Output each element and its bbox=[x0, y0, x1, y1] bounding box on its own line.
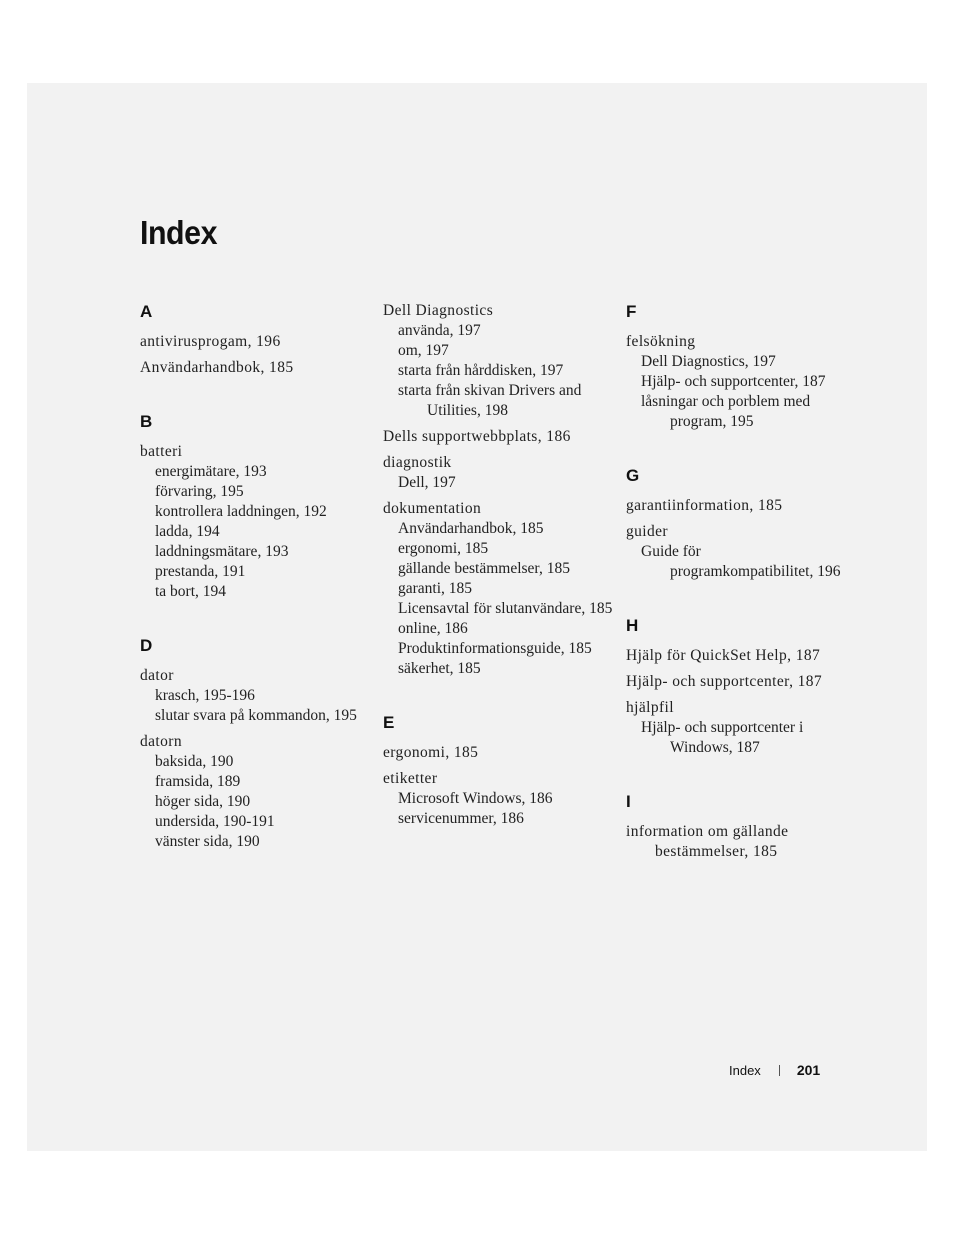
index-entry bbox=[383, 301, 615, 421]
index-entry bbox=[626, 822, 848, 862]
index-term: ergonomi, 185 bbox=[383, 744, 479, 761]
index-section bbox=[140, 301, 372, 378]
section-letter: B bbox=[140, 412, 153, 431]
index-entry bbox=[140, 732, 372, 852]
index-subentry: Produktinformationsguide, 185 bbox=[398, 640, 592, 657]
index-subentry: krasch, 195-196 bbox=[155, 687, 255, 704]
section-letter: I bbox=[626, 792, 631, 811]
index-subentry: ergonomi, 185 bbox=[398, 540, 489, 557]
index-term: dator bbox=[140, 667, 174, 684]
section-letter: F bbox=[626, 302, 637, 321]
index-entry bbox=[626, 698, 848, 758]
section-letter: A bbox=[140, 302, 153, 321]
index-subentry: Hjälp- och supportcenter i Windows, 187 bbox=[641, 719, 804, 756]
index-entry bbox=[383, 769, 615, 829]
index-subentry: Guide för programkompatibilitet, 196 bbox=[641, 543, 841, 580]
index-entry bbox=[626, 646, 848, 666]
index-section bbox=[140, 635, 372, 852]
index-section bbox=[626, 791, 848, 862]
index-entry bbox=[383, 453, 615, 493]
section-letter: H bbox=[626, 616, 639, 635]
index-entry bbox=[626, 496, 848, 516]
index-subentry: Microsoft Windows, 186 bbox=[398, 790, 553, 807]
footer-separator bbox=[779, 1065, 780, 1076]
index-term: datorn bbox=[140, 733, 182, 750]
index-term: batteri bbox=[140, 443, 183, 460]
index-subentry: baksida, 190 bbox=[155, 753, 234, 770]
index-term: Dells supportwebbplats, 186 bbox=[383, 428, 571, 445]
index-term: dokumentation bbox=[383, 500, 482, 517]
index-term: Dell Diagnostics bbox=[383, 302, 494, 319]
index-section bbox=[626, 465, 848, 582]
section-letter: E bbox=[383, 713, 395, 732]
index-entry bbox=[140, 358, 372, 378]
index-subentry: om, 197 bbox=[398, 342, 449, 359]
section-letter: G bbox=[626, 466, 640, 485]
index-subentry: starta från skivan Drivers and Utilities, 198 bbox=[398, 382, 582, 419]
index-subentry: ladda, 194 bbox=[155, 523, 220, 540]
index-subentry: slutar svara på kommandon, 195 bbox=[155, 707, 357, 724]
index-entry bbox=[383, 499, 615, 679]
index-entry bbox=[140, 666, 372, 726]
index-term: felsökning bbox=[626, 333, 696, 350]
index-term: Hjälp för QuickSet Help, 187 bbox=[626, 647, 821, 664]
index-term: antivirusprogam, 196 bbox=[140, 333, 281, 350]
index-subentry: låsningar och porblem med program, 195 bbox=[641, 393, 811, 430]
index-term: Användarhandbok, 185 bbox=[140, 359, 294, 376]
index-subentry: Dell, 197 bbox=[398, 474, 456, 491]
index-subentry: prestanda, 191 bbox=[155, 563, 246, 580]
index-column-1 bbox=[140, 301, 372, 885]
index-entry bbox=[140, 332, 372, 352]
index-subentry: säkerhet, 185 bbox=[398, 660, 481, 677]
index-section bbox=[140, 411, 372, 602]
page-number: 201 bbox=[796, 1062, 821, 1078]
index-subentry: laddningsmätare, 193 bbox=[155, 543, 289, 560]
index-subentry: energimätare, 193 bbox=[155, 463, 267, 480]
footer-section-label: Index bbox=[729, 1063, 761, 1078]
index-subentry: gällande bestämmelser, 185 bbox=[398, 560, 570, 577]
index-subentry: Användarhandbok, 185 bbox=[398, 520, 544, 537]
index-subentry: Dell Diagnostics, 197 bbox=[641, 353, 776, 370]
page-title: Index bbox=[140, 214, 218, 251]
page-footer bbox=[729, 1062, 820, 1078]
index-section bbox=[383, 301, 615, 679]
index-column-3 bbox=[626, 301, 848, 895]
index-entry bbox=[626, 672, 848, 692]
index-entry bbox=[383, 743, 615, 763]
index-subentry: servicenummer, 186 bbox=[398, 810, 524, 827]
index-section bbox=[626, 615, 848, 758]
index-entry bbox=[140, 442, 372, 602]
index-subentry: använda, 197 bbox=[398, 322, 481, 339]
index-subentry: Hjälp- och supportcenter, 187 bbox=[641, 373, 826, 390]
index-entry bbox=[626, 332, 848, 432]
index-subentry: höger sida, 190 bbox=[155, 793, 251, 810]
index-subentry: vänster sida, 190 bbox=[155, 833, 260, 850]
index-subentry: ta bort, 194 bbox=[155, 583, 227, 600]
index-term: diagnostik bbox=[383, 454, 452, 471]
index-term: etiketter bbox=[383, 770, 438, 787]
index-term: Hjälp- och supportcenter, 187 bbox=[626, 673, 823, 690]
index-term: information om gällande bestämmelser, 185 bbox=[626, 823, 789, 860]
section-letter: D bbox=[140, 636, 153, 655]
index-subentry: starta från hårddisken, 197 bbox=[398, 362, 564, 379]
index-subentry: garanti, 185 bbox=[398, 580, 473, 597]
index-subentry: Licensavtal för slutanvändare, 185 bbox=[398, 600, 613, 617]
index-entry bbox=[383, 427, 615, 447]
index-term: garantiinformation, 185 bbox=[626, 497, 783, 514]
index-subentry: förvaring, 195 bbox=[155, 483, 244, 500]
index-subentry: kontrollera laddningen, 192 bbox=[155, 503, 327, 520]
index-section bbox=[626, 301, 848, 432]
index-column-2 bbox=[383, 301, 615, 862]
index-subentry: undersida, 190-191 bbox=[155, 813, 275, 830]
index-subentry: framsida, 189 bbox=[155, 773, 241, 790]
index-subentry: online, 186 bbox=[398, 620, 468, 637]
index-term: hjälpfil bbox=[626, 699, 674, 716]
index-term: guider bbox=[626, 523, 668, 540]
index-section bbox=[383, 712, 615, 829]
index-entry bbox=[626, 522, 848, 582]
